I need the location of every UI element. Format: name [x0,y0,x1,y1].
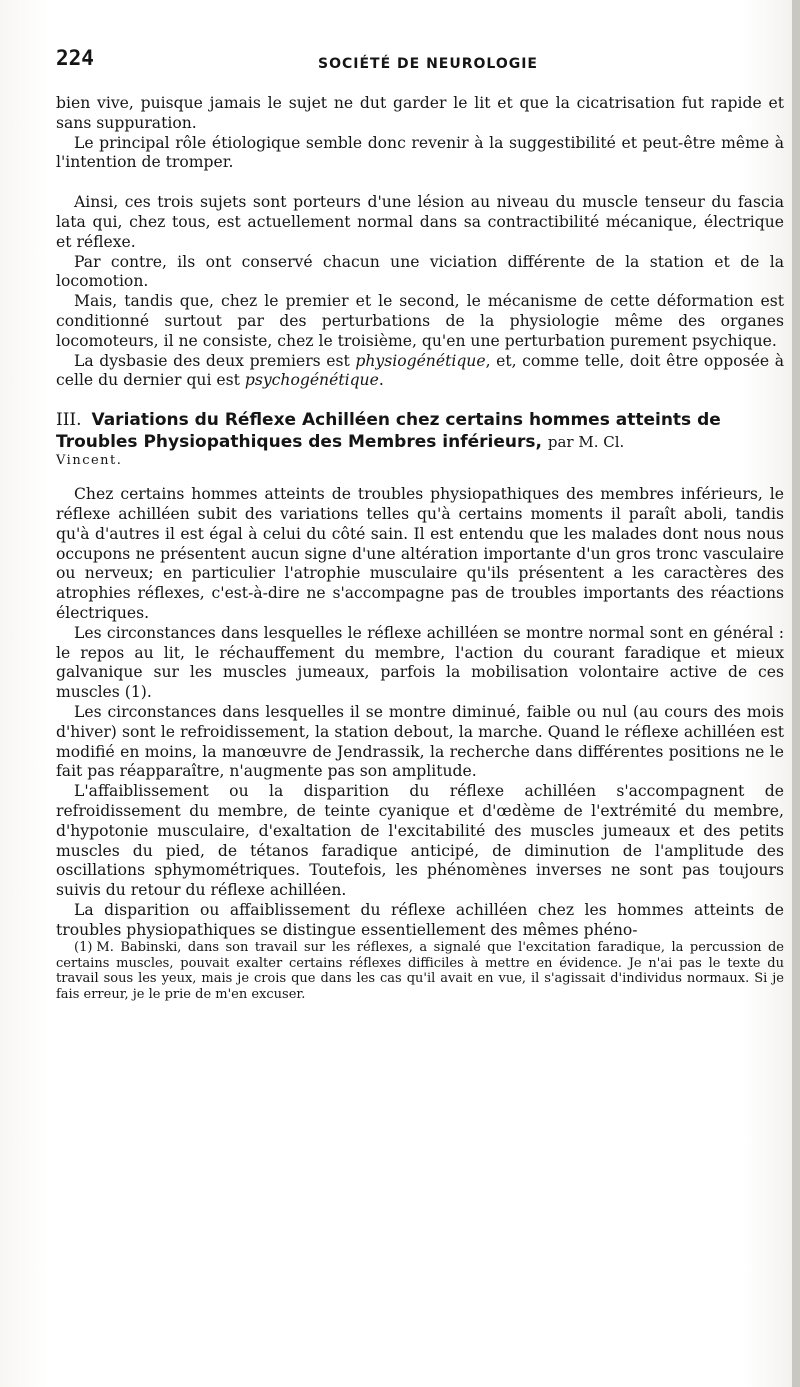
page-body [56,94,784,1002]
scan-edge [792,0,800,1387]
running-head: SOCIÉTÉ DE NEUROLOGIE [318,56,538,72]
text-run: La dysbasie des deux premiers est [74,351,356,370]
footnote-text: M. Babinski, dans son travail sur les réflexes, a signalé que l'excitation faradique, la percussion de certains muscles, pouvait exalter certains réflexes difficiles à mettre en évidence. Je n'ai pas le texte du travail sous les yeux, mais je crois que dans les cas qu'il avait en vue, il s'agissait d'individus normaux. Si je fais erreur, je le prie de m'en excuser. [56,940,784,1002]
paragraph: Par contre, ils ont conservé chacun une viciation différente de la station et de la locomotion. [56,252,784,291]
paragraph: La disparition ou affaiblissement du réflexe achilléen chez les hommes atteints de troubles physiopathiques se distingue essentiellement des mêmes phéno- [56,900,784,939]
paragraph: L'affaiblissement ou la disparition du réflexe achilléen s'accompagnent de refroidissement du membre, de teinte cyanique et d'œdème de l'extrémité du membre, d'hypotonie musculaire, d'exaltation de l'excitabilité des muscles jumeaux et des petits muscles du pied, de tétanos faradique anticipé, de diminution de l'amplitude des oscillations sphymométriques. Toutefois, les phénomènes inverses ne sont pas toujours suivis du retour du réflexe achilléen. [56,782,784,900]
page-header [56,44,776,76]
italic-term: psychogénétique [244,371,379,390]
section-author-prefix: par M. Cl. [547,433,625,452]
italic-term: physiogénétique [355,351,486,370]
section-heading [56,409,784,469]
text-run: . [378,371,384,390]
paragraph: Les circonstances dans lesquelles il se montre diminué, faible ou nul (au cours des mois d'hiver) sont le refroidissement, la station debout, la marche. Quand le réflexe achilléen est modifié en moins, la manœuvre de Jendrassik, la recherche dans différentes positions ne le fait pas réapparaître, n'augmente pas son amplitude. [56,702,784,781]
page-number: 224 [56,46,94,70]
paragraph: bien vive, puisque jamais le sujet ne dut garder le lit et que la cicatrisation fut rapide et sans suppuration. [56,94,784,132]
section-title: Variations du Réflexe Achilléen chez certains hommes atteints de Troubles Physiopathiques des Membres inférieurs, [56,410,721,453]
paragraph: Ainsi, ces trois sujets sont porteurs d'une lésion au niveau du muscle tenseur du fascia lata qui, chez tous, est actuellement normal dans sa contractibilité mécanique, électrique et réflexe. [56,193,784,251]
paragraph: Les circonstances dans lesquelles le réflexe achilléen se montre normal sont en général : le repos au lit, le réchauffement du membre, l'action du courant faradique et mieux galvanique sur les muscles jumeaux, parfois la mobilisation volontaire active de ces muscles (1). [56,623,784,702]
paragraph: Le principal rôle étiologique semble donc revenir à la suggestibilité et peut-être même à l'intention de tromper. [56,133,784,172]
footnote-mark: (1) [74,940,93,956]
paragraph: Mais, tandis que, chez le premier et le second, le mécanisme de cette déformation est conditionné surtout par des perturbations de la physiologie même des organes locomoteurs, il ne consiste, chez le troisième, qu'en une perturbation purement psychique. [56,292,784,350]
footnote [56,940,784,1002]
text-run: , et, comme telle, doit être opposée à celle du dernier qui est [56,351,784,390]
section-author-name: Vincent. [56,453,123,469]
section-number: III. [56,410,82,431]
paragraph: Chez certains hommes atteints de troubles physiopathiques des membres inférieurs, le réflexe achilléen subit des variations telles qu'à certains moments il paraît aboli, tandis qu'à d'autres il est égal à celui du côté sain. Il est entendu que les malades dont nous nous occupons ne présentent aucun signe d'une altération importante d'un gros tronc vasculaire ou nerveux; en particulier l'atrophie musculaire qu'ils présentent a les caractères des atrophies réflexes, c'est-à-dire ne s'accompagne pas de troubles importants des réactions électriques. [56,485,784,622]
paragraph-conclusion [56,352,784,392]
